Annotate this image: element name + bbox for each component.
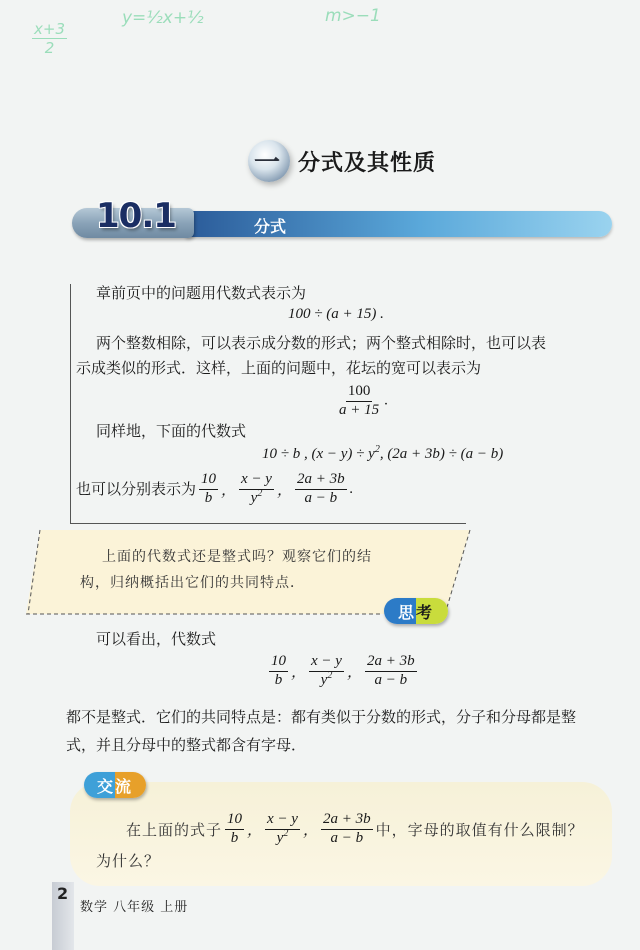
think-label-b: 考 bbox=[416, 602, 435, 622]
frac2-den-base: y bbox=[250, 489, 258, 506]
frac3c-num: 2a + 3b bbox=[321, 812, 373, 830]
intro-expression-1: 100 ÷ (a + 15) . bbox=[288, 306, 384, 322]
frac3-num: 2a + 3b bbox=[295, 472, 347, 490]
frac-sep-1: ， bbox=[221, 482, 237, 499]
frac3b-num: 2a + 3b bbox=[365, 654, 417, 672]
intro-line-4: 同样地，下面的代数式 bbox=[96, 422, 247, 440]
expression-c: , (2a + 3b) ÷ (a − b) bbox=[379, 446, 504, 462]
page-number: 2 bbox=[57, 884, 69, 903]
frac2-den-exponent: 2 bbox=[257, 487, 263, 499]
think-label-a: 思 bbox=[397, 602, 416, 622]
exchange-label-b: 流 bbox=[115, 776, 134, 796]
frac2-den bbox=[249, 487, 265, 507]
intro-line-5 bbox=[76, 472, 353, 507]
fraction-list-1 bbox=[196, 472, 353, 507]
frac2b-den-exponent: 2 bbox=[327, 669, 333, 681]
handwritten-fraction bbox=[32, 20, 67, 57]
intro-fraction-denominator: a + 15 bbox=[339, 401, 380, 418]
intro-fraction-numerator: 100 bbox=[346, 384, 373, 402]
frac-sep-4: ， bbox=[346, 664, 362, 681]
frac2-num: x − y bbox=[239, 472, 274, 490]
exchange-label bbox=[84, 772, 146, 798]
frac-sep-2: ， bbox=[276, 482, 292, 499]
exchange-label-a: 交 bbox=[96, 776, 115, 796]
expression-b-exponent: 2 bbox=[374, 444, 380, 455]
frac-sep-6: ， bbox=[302, 822, 318, 839]
exchange-pre: 在上面的式子 bbox=[126, 820, 223, 839]
think-line-1: 上面的代数式还是整式吗？观察它们的结 bbox=[102, 549, 372, 565]
fraction-list-3 bbox=[222, 812, 376, 847]
handwritten-numerator: x+3 bbox=[34, 20, 65, 38]
frac1c-num: 10 bbox=[225, 812, 244, 830]
frac1b-den: b bbox=[274, 671, 283, 688]
expression-b: (x − y) ÷ y bbox=[311, 446, 375, 462]
after-line-3: 式，并且分母中的整式都含有字母． bbox=[66, 736, 307, 754]
handwritten-equation: y=½x+½ bbox=[122, 8, 204, 28]
frac2c-num: x − y bbox=[265, 812, 300, 830]
frac3-den: a − b bbox=[304, 489, 338, 506]
after-line-2: 都不是整式．它们的共同特点是：都有类似于分数的形式，分子和分母都是整 bbox=[66, 708, 577, 726]
frac-sep-3: ， bbox=[291, 664, 307, 681]
handwritten-inequality: m>−1 bbox=[325, 6, 381, 26]
think-label bbox=[384, 598, 448, 624]
handwritten-denominator: 2 bbox=[44, 39, 55, 57]
intro-line-2: 两个整数相除，可以表示成分数的形式；两个整式相除时，也可以表 bbox=[96, 334, 547, 352]
exchange-line-2: 为什么？ bbox=[96, 852, 161, 870]
exchange-post: 中，字母的取值有什么限制？ bbox=[375, 820, 584, 839]
intro-line-5-text: 也可以分别表示为 bbox=[76, 480, 197, 499]
frac3c-den: a − b bbox=[330, 829, 364, 846]
frac1c-den: b bbox=[230, 829, 239, 846]
frac2c-den-exponent: 2 bbox=[283, 827, 289, 839]
frac1-den: b bbox=[204, 489, 213, 506]
frac2b-num: x − y bbox=[309, 654, 344, 672]
section-title: 分式及其性质 bbox=[298, 151, 437, 176]
intro-fraction bbox=[334, 384, 388, 419]
frac2b-den bbox=[319, 669, 335, 689]
exchange-line-1 bbox=[126, 812, 584, 847]
lesson-title: 分式 bbox=[254, 217, 287, 236]
frac1b-num: 10 bbox=[269, 654, 288, 672]
intro-line-1: 章前页中的问题用代数式表示为 bbox=[96, 284, 307, 302]
fraction-list-2 bbox=[266, 654, 420, 689]
intro-fraction-period: . bbox=[384, 392, 388, 409]
lesson-banner-bar bbox=[186, 211, 612, 237]
frac2b-den-base: y bbox=[320, 671, 328, 688]
book-title: 数学 八年级 上册 bbox=[80, 900, 189, 915]
lesson-number: 10.1 bbox=[96, 196, 176, 236]
content-frame-left bbox=[70, 284, 71, 524]
intro-line-3: 示成类似的形式．这样，上面的问题中，花坛的宽可以表示为 bbox=[76, 359, 482, 377]
after-line-1: 可以看出，代数式 bbox=[96, 630, 217, 648]
think-box-frame bbox=[0, 520, 640, 620]
section-number: 一 bbox=[254, 148, 281, 178]
think-line-2: 构，归纳概括出它们的共同特点． bbox=[80, 575, 305, 591]
frac-sep-5: ， bbox=[247, 822, 263, 839]
intro-expression-2 bbox=[262, 446, 503, 463]
frac-end: . bbox=[349, 480, 354, 497]
frac1-num: 10 bbox=[199, 472, 218, 490]
frac2c-den bbox=[275, 827, 291, 847]
frac3b-den: a − b bbox=[374, 671, 408, 688]
frac2c-den-base: y bbox=[276, 829, 284, 846]
expression-a: 10 ÷ b , bbox=[262, 446, 308, 462]
